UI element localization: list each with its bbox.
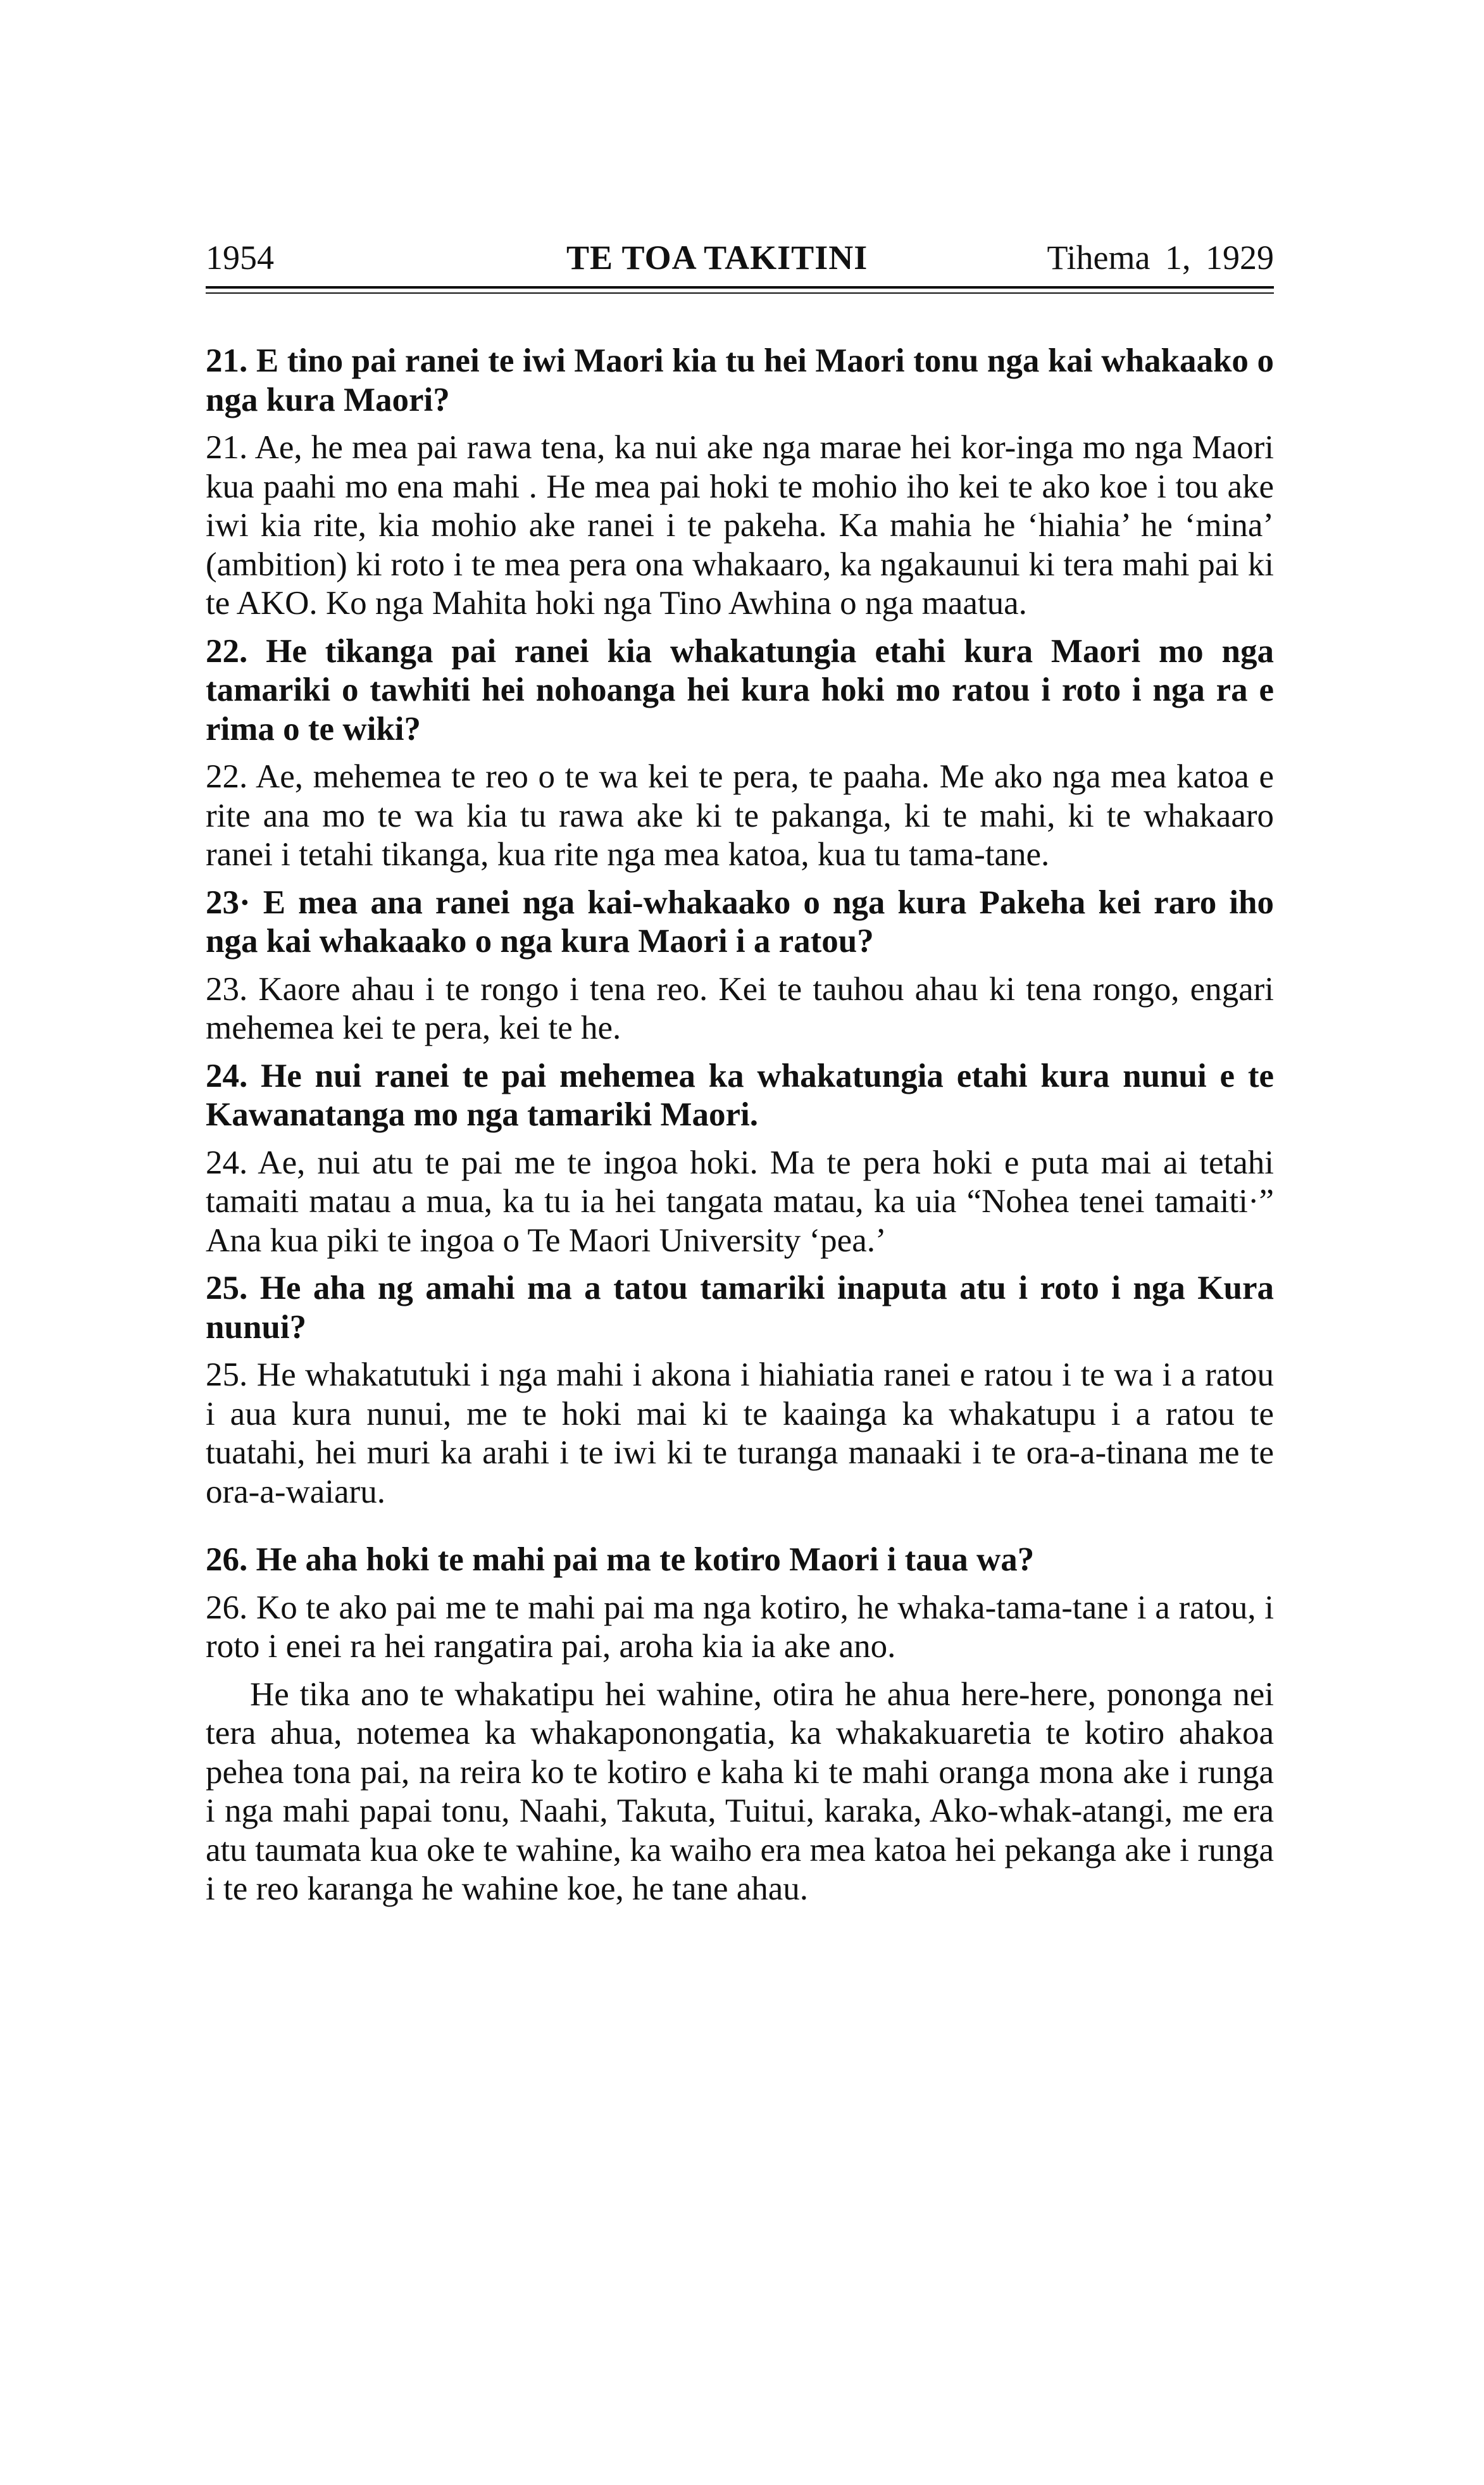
answer-21: 21. Ae, he mea pai rawa tena, ka nui ake nga marae hei kor-inga mo nga Maori kua paahi mo ena mahi . He mea pai hoki te mohio iho kei te ako koe i tou ake iwi kia rite, kia mohio ake ranei i te pakeha. Ka mahia he ‘hiahia’ he ‘mina’ (ambition) ki roto i te mea pera ona whakaaro, ka ngakaunui ki tera mahi pai ki te AKO. Ko nga Mahita hoki nga Tino Awhina o nga maatua.	[206, 429, 1274, 622]
article-body	[206, 342, 1274, 1918]
question-26: 26. He aha hoki te mahi pai ma te kotiro Maori i taua wa?	[206, 1541, 1035, 1578]
header-rule-bottom	[206, 292, 1274, 294]
answer-25: 25. He whakatutuki i nga mahi i akona i hiahiatia ranei e ratou i te wa i a ratou i aua kura nunui, me te hoki mai ki te kaainga ka whakatupu i a ratou te tuatahi, hei muri ka arahi i te iwi ki te turanga manaaki i te ora-a-tinana me te ora-a-waiaru.	[206, 1356, 1274, 1510]
question-24: 24. He nui ranei te pai mehemea ka whakatungia etahi kura nunui e te Kawanatanga mo nga tamariki Maori.	[206, 1057, 1274, 1133]
answer-23: 23. Kaore ahau i te rongo i tena reo. Kei te tauhou ahau ki tena rongo, engari mehemea kei te pera, kei te he.	[206, 970, 1274, 1046]
page-number: 1954	[206, 239, 274, 277]
journal-title: TE TOA TAKITINI	[566, 239, 868, 277]
question-25: 25. He aha ng amahi ma a tatou tamariki inaputa atu i roto i nga Kura nunui?	[206, 1270, 1274, 1346]
answer-22: 22. Ae, mehemea te reo o te wa kei te pera, te paaha. Me ako nga mea katoa e rite ana mo te wa kia tu rawa ake ki te pakanga, ki te mahi, ki te whakaaro ranei i tetahi tikanga, kua rite nga mea katoa, kua tu tama-tane.	[206, 758, 1274, 873]
answer-24: 24. Ae, nui atu te pai me te ingoa hoki. Ma te pera hoki e puta mai ai tetahi tamaiti matau a mua, ka tu ia hei tangata matau, ka uia “Nohea tenei tamaiti·” Ana kua piki te ingoa o Te Maori University ‘pea.’	[206, 1144, 1274, 1259]
header-rule-top	[206, 286, 1274, 289]
issue-date: Tihema 1, 1929	[1047, 239, 1274, 277]
question-21: 21. E tino pai ranei te iwi Maori kia tu hei Maori tonu nga kai whakaako o nga kura Maori?	[206, 342, 1274, 418]
question-22: 22. He tikanga pai ranei kia whakatungia etahi kura Maori mo nga tamariki o tawhiti hei nohoanga hei kura hoki mo ratou i roto i nga ra e rima o te wiki?	[206, 632, 1274, 748]
answer-26: 26. Ko te ako pai me te mahi pai ma nga kotiro, he whaka-tama-tane i a ratou, i roto i enei ra hei rangatira pai, aroha kia ia ake ano.	[206, 1589, 1274, 1665]
question-23: 23· E mea ana ranei nga kai-whakaako o nga kura Pakeha kei raro iho nga kai whakaako o nga kura Maori i a ratou?	[206, 884, 1274, 960]
closing-paragraph: He tika ano te whakatipu hei wahine, otira he ahua here-here, pononga nei tera ahua, notemea ka whakaponongatia, ka whakakuaretia te kotiro ahakoa pehea tona pai, na reira ko te kotiro e kaha ki te mahi oranga mona ake i runga i nga mahi papai tonu, Naahi, Takuta, Tuitui, karaka, Ako-whak-atangi, me era atu taumata kua oke te wahine, ka waiho era mea katoa hei pekanga ake i runga i te reo karanga he wahine koe, he tane ahau.	[206, 1675, 1274, 1907]
page-header	[206, 235, 1274, 280]
